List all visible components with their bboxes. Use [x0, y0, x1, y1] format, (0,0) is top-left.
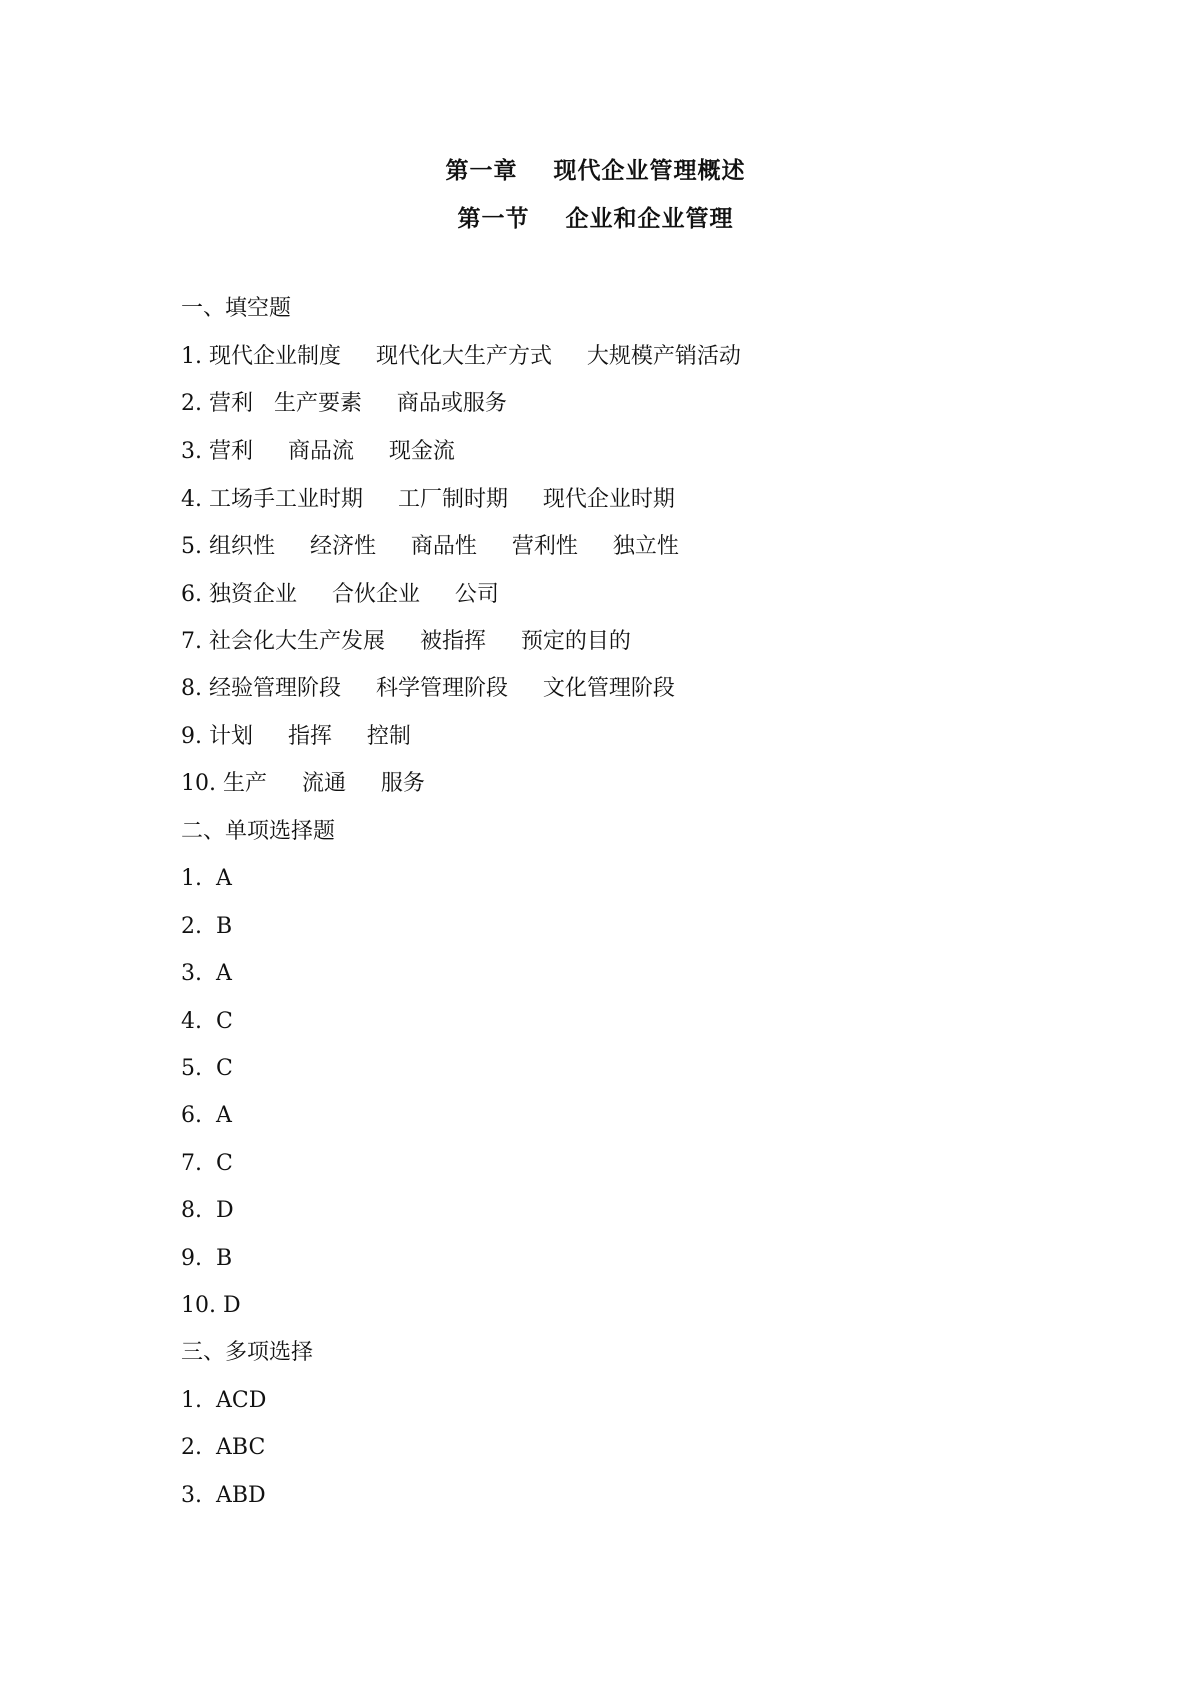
- multi-choice-item: 2. ABC: [181, 1435, 266, 1460]
- multi-choice-item: 1. ACD: [181, 1388, 267, 1413]
- single-choice-item: 7. C: [181, 1151, 233, 1176]
- chapter-title: 第一章 现代企业管理概述: [445, 158, 746, 184]
- single-choice-item: 2. B: [181, 914, 233, 939]
- single-choice-item: 1. A: [181, 866, 232, 891]
- fill-blank-item: 1. 现代企业制度 现代化大生产方式 大规模产销活动: [181, 344, 741, 369]
- single-choice-item: 5. C: [181, 1056, 233, 1081]
- single-choice-item: 10. D: [181, 1293, 241, 1318]
- single-choice-item: 4. C: [181, 1009, 233, 1034]
- fill-blank-item: 9. 计划 指挥 控制: [181, 724, 411, 749]
- multi-choice-item: 3. ABD: [181, 1483, 266, 1508]
- single-choice-item: 3. A: [181, 961, 232, 986]
- fill-blank-item: 8. 经验管理阶段 科学管理阶段 文化管理阶段: [181, 676, 675, 701]
- fill-blank-item: 5. 组织性 经济性 商品性 营利性 独立性: [181, 534, 679, 559]
- single-choice-item: 9. B: [181, 1246, 233, 1271]
- section-title: 第一节 企业和企业管理: [457, 206, 734, 232]
- fill-blank-item: 2. 营利 生产要素 商品或服务: [181, 391, 507, 416]
- single-choice-item: 8. D: [181, 1198, 234, 1223]
- fill-blank-item: 10. 生产 流通 服务: [181, 771, 425, 796]
- fill-blank-heading: 一、填空题: [181, 296, 292, 321]
- single-choice-item: 6. A: [181, 1103, 232, 1128]
- multi-choice-heading: 三、多项选择: [181, 1340, 314, 1365]
- fill-blank-item: 4. 工场手工业时期 工厂制时期 现代企业时期: [181, 487, 675, 512]
- fill-blank-item: 6. 独资企业 合伙企业 公司: [181, 582, 499, 607]
- fill-blank-item: 7. 社会化大生产发展 被指挥 预定的目的: [181, 629, 631, 654]
- fill-blank-item: 3. 营利 商品流 现金流: [181, 439, 455, 464]
- single-choice-heading: 二、单项选择题: [181, 819, 336, 844]
